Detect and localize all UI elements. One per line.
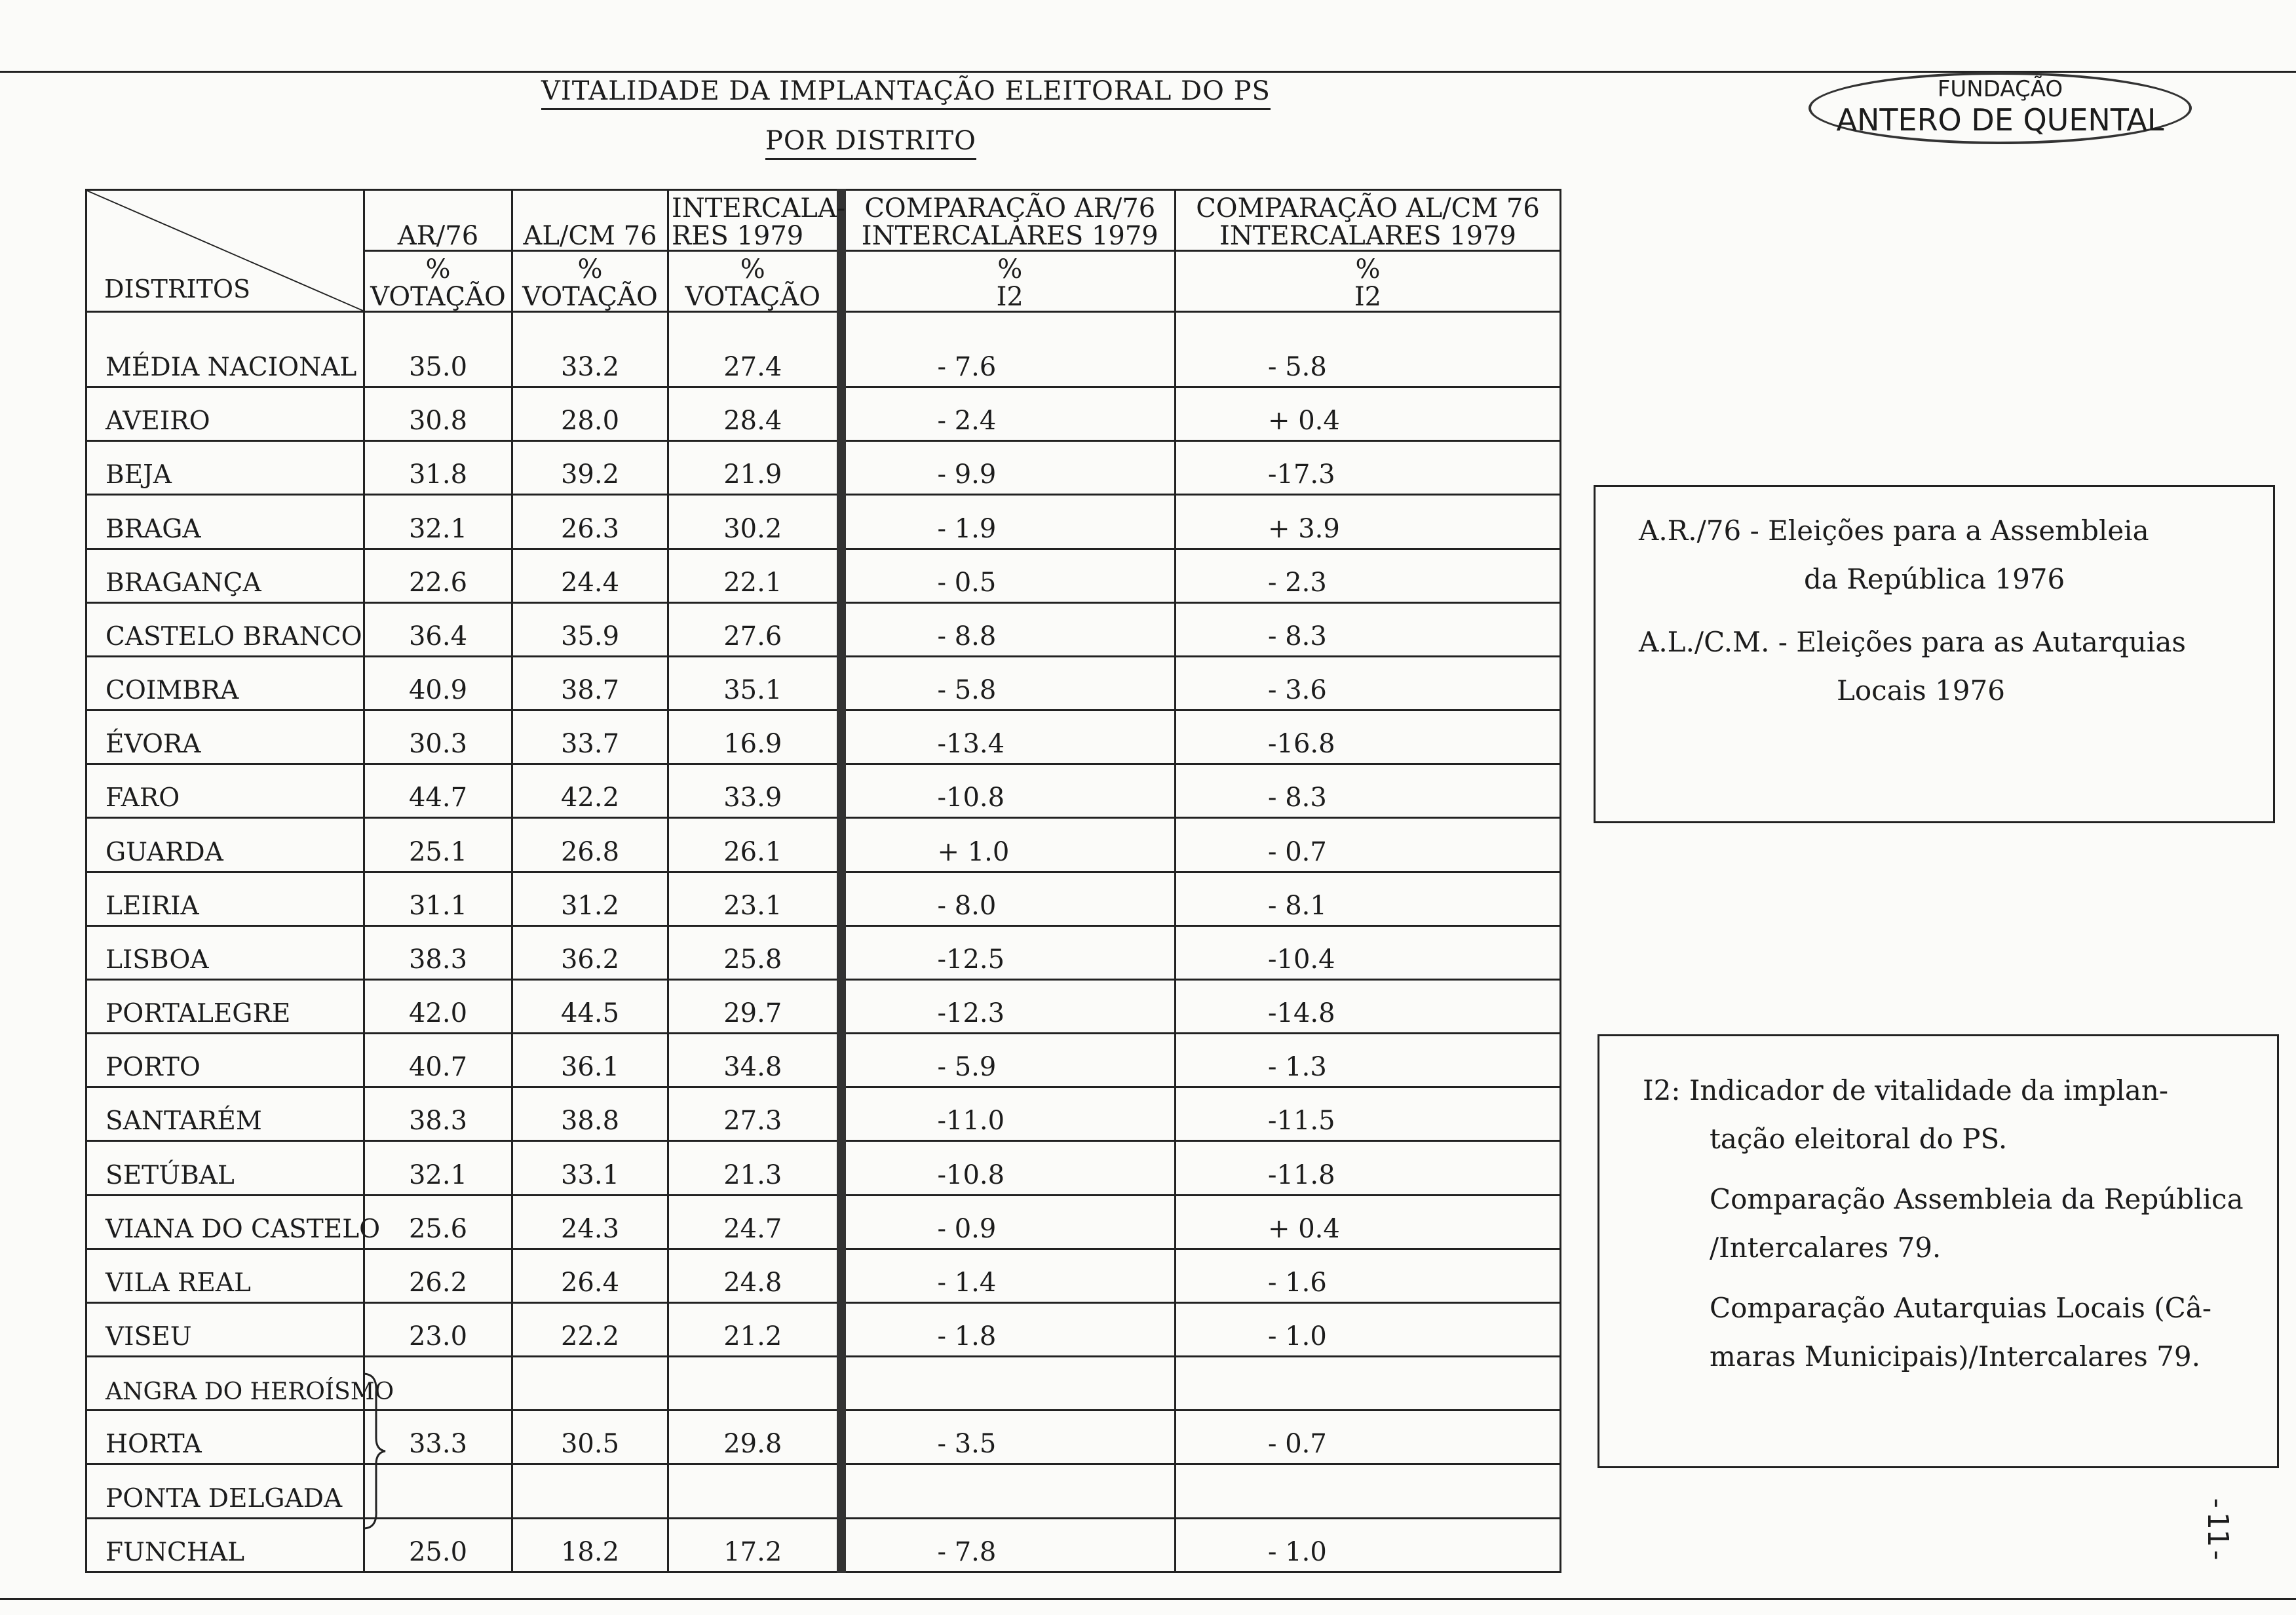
table-row: LEIRIA 31.1 31.2 23.1 - 8.0 - 8.1 [86, 872, 1561, 925]
results-table [85, 189, 1561, 1573]
table-row: MÉDIA NACIONAL 35.0 33.2 27.4 - 7.6 - 5.8 [86, 312, 1561, 387]
table-row: PORTO 40.7 36.1 34.8 - 5.9 - 1.3 [86, 1034, 1561, 1087]
legend-abbreviations: A.R./76 - Eleições para a Assembleia da República 1976 A.L./C.M. - Eleições para as Autarquias Locais 1976 [1594, 485, 2275, 823]
table-row: PORTALEGRE 42.0 44.5 29.7 -12.3 -14.8 [86, 979, 1561, 1033]
foundation-logo: FUNDAÇÃO ANTERO DE QUENTAL [1808, 72, 2192, 144]
table-row: BRAGA 32.1 26.3 30.2 - 1.9 + 3.9 [86, 495, 1561, 549]
subheader-cmp-al: % I2 [1176, 251, 1561, 312]
table-row: VILA REAL 26.2 26.4 24.8 - 1.4 - 1.6 [86, 1249, 1561, 1302]
header-intercalares: INTERCALA-RES 1979 [668, 190, 841, 251]
subheader-ar76: % VOTAÇÃO [364, 251, 512, 312]
header-cmp-al: COMPARAÇÃO AL/CM 76 INTERCALARES 1979 [1176, 190, 1561, 251]
table-row: VISEU 23.0 22.2 21.2 - 1.8 - 1.0 [86, 1302, 1561, 1356]
table-row: PONTA DELGADA [86, 1464, 1561, 1518]
subheader-cmp-ar: % I2 [841, 251, 1176, 312]
table-row: BEJA 31.8 39.2 21.9 - 9.9 -17.3 [86, 441, 1561, 495]
districts-header: DISTRITOS [104, 275, 251, 304]
page-number: -11- [2201, 1494, 2234, 1564]
table-row: COIMBRA 40.9 38.7 35.1 - 5.8 - 3.6 [86, 656, 1561, 710]
legend-i2-indicator: I2: Indicador de vitalidade da implan- tação eleitoral do PS. Comparação Assembleia da República /Intercalares 79. Comparação Autarquias Locais (Câ- maras Municipais)/Intercalares 79. [1598, 1034, 2279, 1468]
table-row: SANTARÉM 38.3 38.8 27.3 -11.0 -11.5 [86, 1087, 1561, 1141]
header-cmp-ar: COMPARAÇÃO AR/76 INTERCALARES 1979 [841, 190, 1176, 251]
azores-brace [360, 1372, 387, 1530]
table-row: AVEIRO 30.8 28.0 28.4 - 2.4 + 0.4 [86, 387, 1561, 441]
bottom-rule [0, 1598, 2296, 1600]
document-title: VITALIDADE DA IMPLANTAÇÃO ELEITORAL DO PS [541, 76, 1271, 106]
table-row: GUARDA 25.1 26.8 26.1 + 1.0 - 0.7 [86, 818, 1561, 872]
subheader-intercalares: % VOTAÇÃO [668, 251, 841, 312]
table-row: VIANA DO CASTELO 25.6 24.3 24.7 - 0.9 + 0.4 [86, 1195, 1561, 1249]
table-row: ANGRA DO HEROÍSMO [86, 1357, 1561, 1411]
subheader-alcm76: % VOTAÇÃO [512, 251, 668, 312]
table-row: FARO 44.7 42.2 33.9 -10.8 - 8.3 [86, 764, 1561, 818]
header-alcm76: AL/CM 76 [512, 190, 668, 251]
header-corner-cell [86, 190, 364, 312]
table-row: BRAGANÇA 22.6 24.4 22.1 - 0.5 - 2.3 [86, 549, 1561, 602]
table-row: CASTELO BRANCO 36.4 35.9 27.6 - 8.8 - 8.3 [86, 602, 1561, 656]
table-row: FUNCHAL 25.0 18.2 17.2 - 7.8 - 1.0 [86, 1518, 1561, 1572]
table-row: LISBOA 38.3 36.2 25.8 -12.5 -10.4 [86, 925, 1561, 979]
table-row: SETÚBAL 32.1 33.1 21.3 -10.8 -11.8 [86, 1141, 1561, 1195]
table-row: ÉVORA 30.3 33.7 16.9 -13.4 -16.8 [86, 710, 1561, 764]
table-row: HORTA 33.3 30.5 29.8 - 3.5 - 0.7 [86, 1411, 1561, 1464]
document-subtitle: POR DISTRITO [765, 126, 976, 156]
header-ar76: AR/76 [364, 190, 512, 251]
